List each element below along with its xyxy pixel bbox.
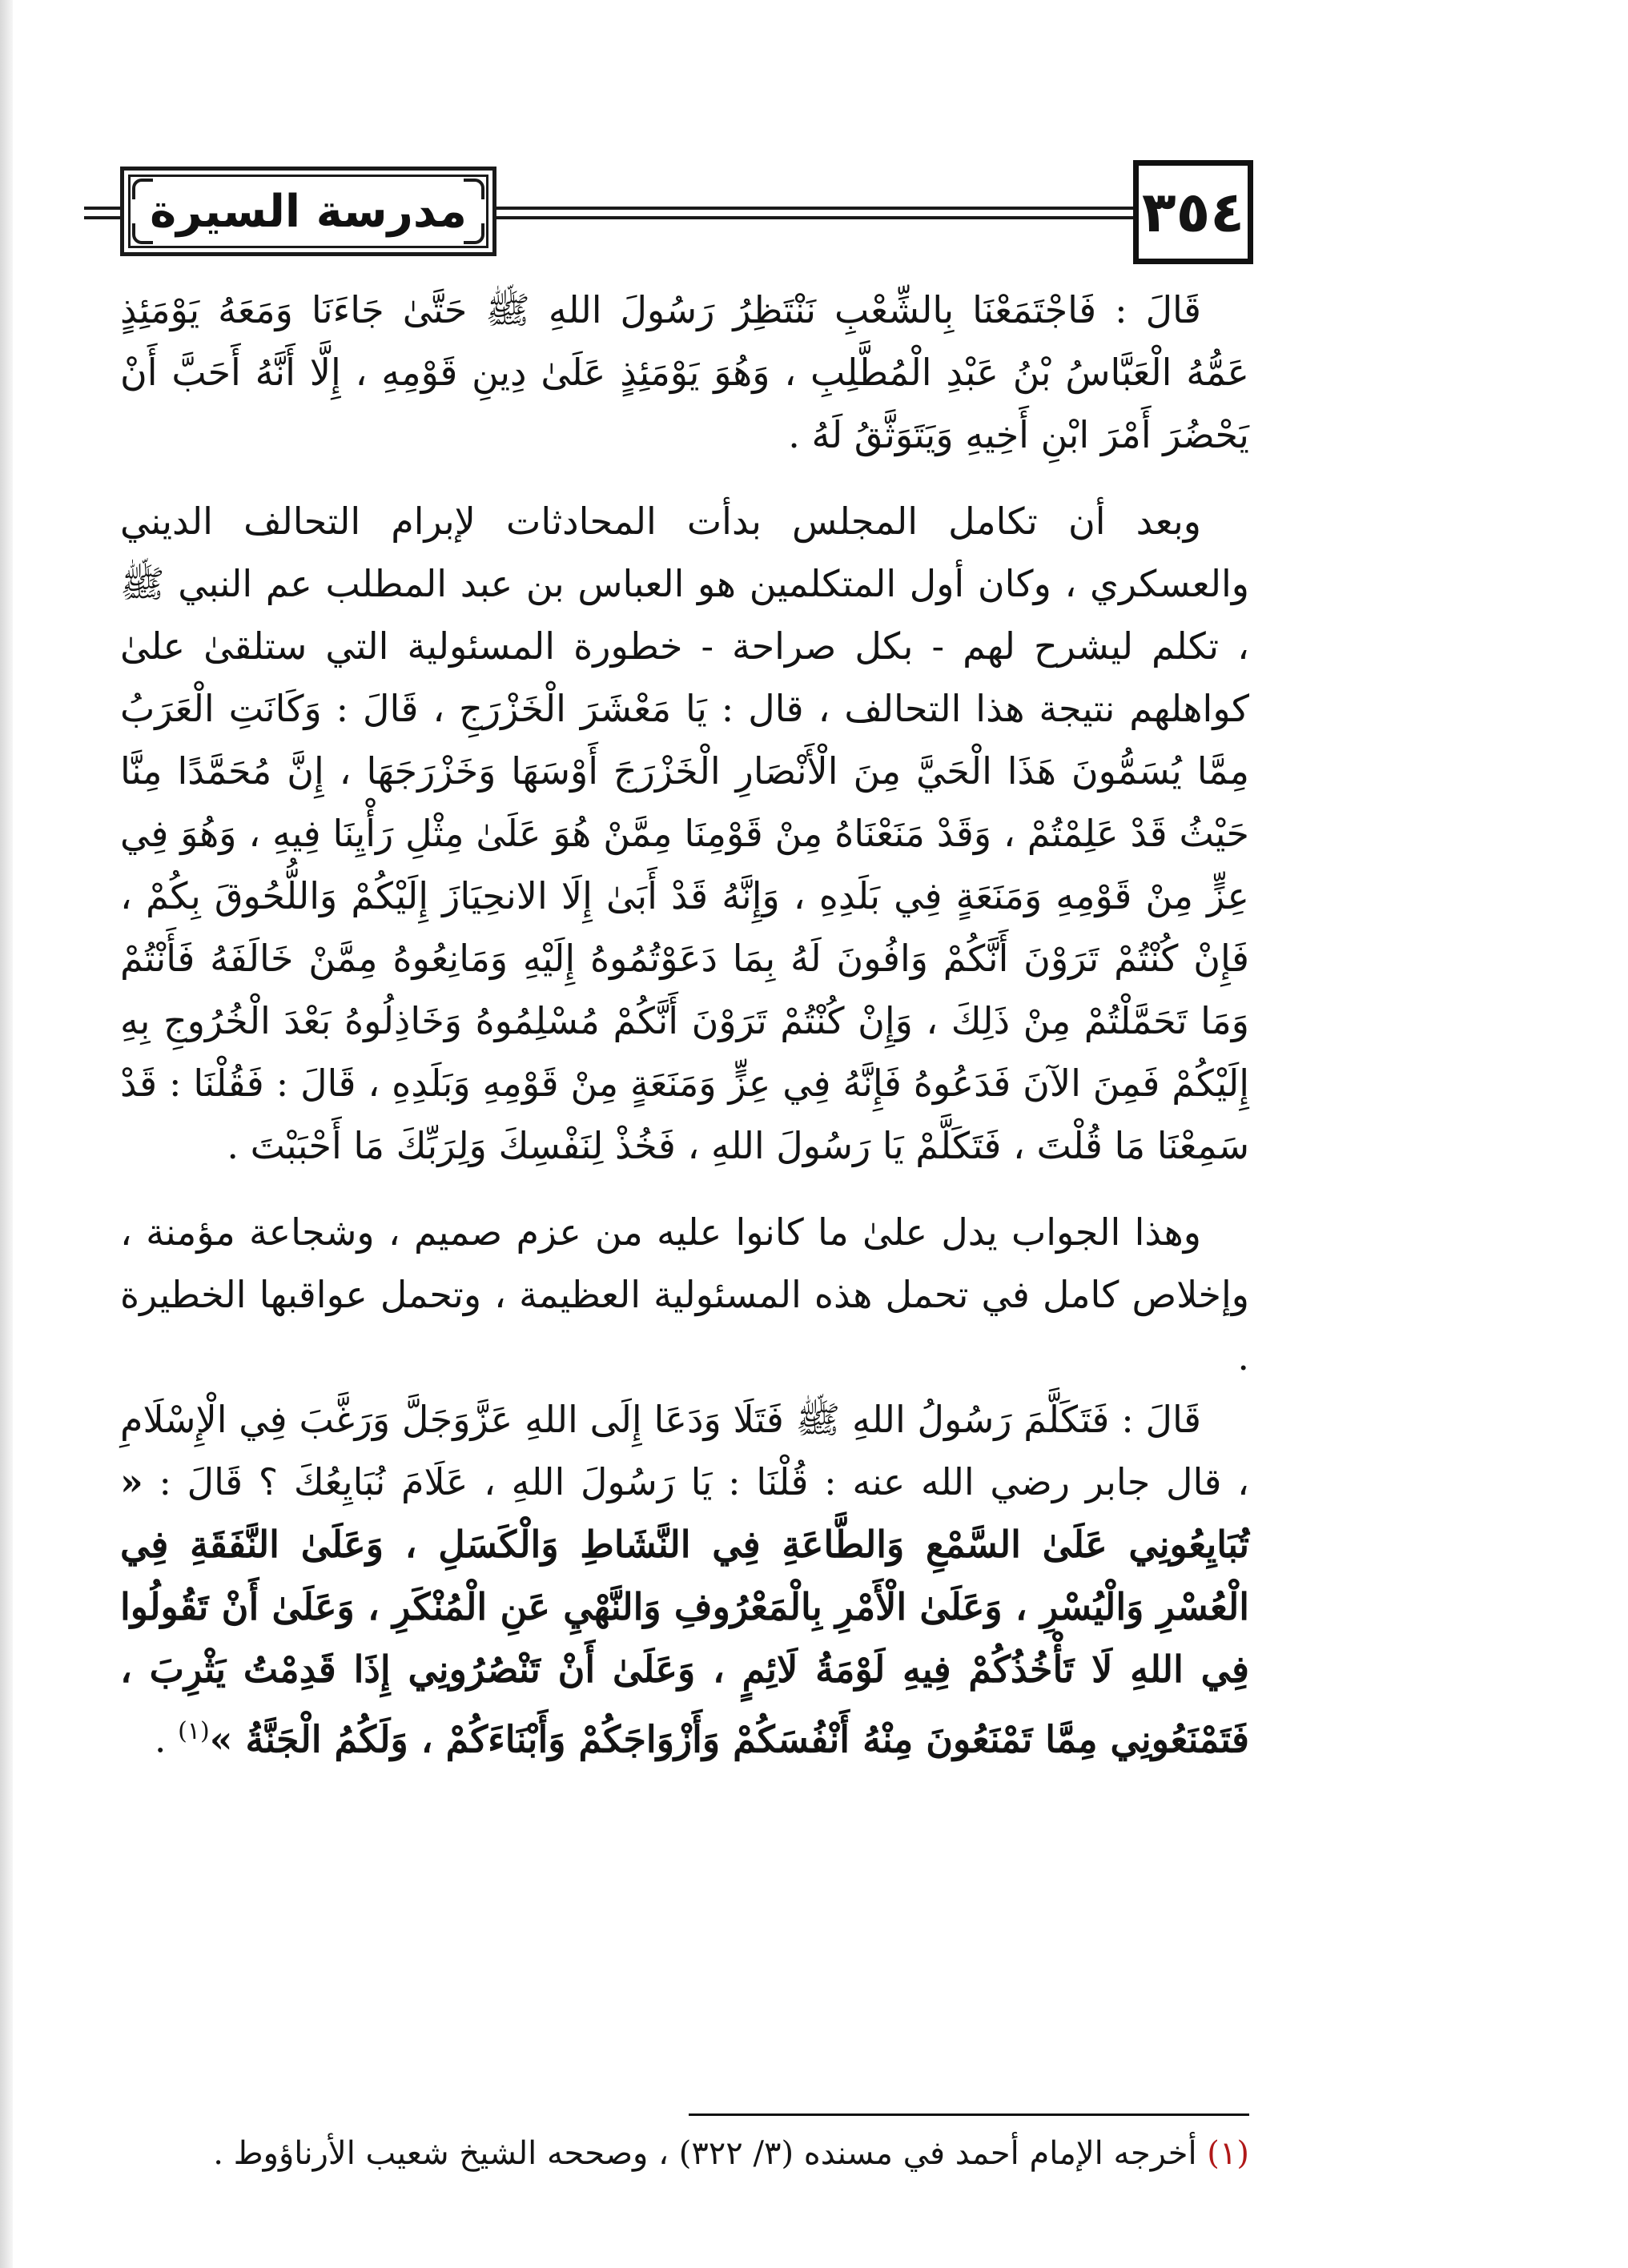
ornament-corner — [464, 223, 484, 244]
footnote-separator — [689, 2113, 1249, 2116]
paragraph-with-hadith — [120, 1388, 1249, 1770]
paragraph: وهذا الجواب يدل علىٰ ما كانوا عليه من عزم صميم ، وشجاعة مؤمنة ، وإخلاص كامل في تحمل هذه المسئولية العظيمة ، وتحمل عواقبها الخطيرة . — [120, 1210, 1249, 1379]
paragraph: وبعد أن تكامل المجلس بدأت المحادثات لإبرام التحالف الديني والعسكري ، وكان أول المتكلمين هو العباس بن عبد المطلب عم النبي ﷺ ، تكلم ليشرح لهم - بكل صراحة - خطورة المسئولية التي ستلقىٰ علىٰ كواهلهم نتيجة هذا التحالف ، قال : يَا مَعْشَرَ الْخَزْرَجِ ، قَالَ : وَكَانَتِ الْعَرَبُ مِمَّا يُسَمُّونَ هَذَا الْحَيَّ مِنَ الْأَنْصَارِ الْخَزْرَجَ أَوْسَهَا وَخَزْرَجَهَا ، إِنَّ مُحَمَّدًا مِنَّا حَيْثُ قَدْ عَلِمْتُمْ ، وَقَدْ مَنَعْنَاهُ مِنْ قَوْمِنَا مِمَّنْ هُوَ عَلَىٰ مِثْلِ رَأْيِنَا فِيهِ ، وَهُوَ فِي عِزٍّ مِنْ قَوْمِهِ وَمَنَعَةٍ فِي بَلَدِهِ ، وَإِنَّهُ قَدْ أَبَىٰ إِلَا الانحِيَازَ إِلَيْكُمْ وَاللُّحُوقَ بِكُمْ ، فَإِنْ كُنْتُمْ تَرَوْنَ أَنَّكُمْ وَافُونَ لَهُ بِمَا دَعَوْتُمُوهُ إِلَيْهِ وَمَانِعُوهُ مِمَّنْ خَالَفَهُ فَأَنْتُمْ وَمَا تَحَمَّلْتُمْ مِنْ ذَلِكَ ، وَإِنْ كُنْتُمْ تَرَوْنَ أَنَّكُمْ مُسْلِمُوهُ وَخَاذِلُوهُ بَعْدَ الْخُرُوجِ بِهِ إِلَيْكُمْ فَمِنَ الآنَ فَدَعُوهُ فَإِنَّهُ فِي عِزٍّ وَمَنَعَةٍ مِنْ قَوْمِهِ وَبَلَدِهِ ، قَالَ : فَقُلْنَا : قَدْ سَمِعْنَا مَا قُلْتَ ، فَتَكَلَّمْ يَا رَسُولَ اللهِ ، فَخُذْ لِنَفْسِكَ وَلِرَبِّكَ مَا أَحْبَبْتَ . — [120, 500, 1249, 1167]
footnote-text: أخرجه الإمام أحمد في مسنده (٣/ ٣٢٢) ، وصححه الشيخ شعيب الأرناؤوط . — [213, 2135, 1208, 2172]
book-title: مدرسة السيرة — [150, 185, 467, 238]
book-title-cartouche — [120, 167, 496, 256]
ornament-corner — [132, 223, 153, 244]
page-number: ٣٥٤ — [1141, 179, 1245, 245]
hadith-quote: « تُبَايِعُونِي عَلَىٰ السَّمْعِ وَالطَّاعَةِ فِي النَّشَاطِ وَالْكَسَلِ ، وَعَلَىٰ النَّفَقَةِ فِي الْعُسْرِ وَالْيُسْرِ ، وَعَلَىٰ الْأَمْرِ بِالْمَعْرُوفِ وَالنَّهْيِ عَنِ الْمُنْكَرِ ، وَعَلَىٰ أَنْ تَقُولُوا فِي اللهِ لَا تَأْخُذُكُمْ فِيهِ لَوْمَةُ لَائِمٍ ، وَعَلَىٰ أَنْ تَنْصُرُونِي إِذَا قَدِمْتُ يَثْرِبَ ، فَتَمْنَعُونِي مِمَّا تَمْنَعُونَ مِنْهُ أَنْفُسَكُمْ وَأَزْوَاجَكُمْ وَأَبْنَاءَكُمْ ، وَلَكُمُ الْجَنَّةُ » — [120, 1460, 1249, 1761]
footnote-reference: (١) — [178, 1717, 210, 1745]
page-header — [84, 160, 1253, 268]
paragraph-lead: قَالَ : فَتَكَلَّمَ رَسُولُ اللهِ ﷺ فَتَلَا وَدَعَا إِلَى اللهِ عَزَّوَجَلَّ وَرَغَّبَ فِي الْإِسْلَامِ ، قال جابر رضي الله عنه : قُلْنَا : يَا رَسُولَ اللهِ ، عَلَامَ نُبَايِعُكَ ؟ قَالَ : — [120, 1398, 1250, 1503]
paragraph: قَالَ : فَاجْتَمَعْنَا بِالشِّعْبِ نَنْتَظِرُ رَسُولَ اللهِ ﷺ حَتَّىٰ جَاءَنَا وَمَعَهُ يَوْمَئِذٍ عَمُّهُ الْعَبَّاسُ بْنُ عَبْدِ الْمُطَّلِبِ ، وَهُوَ يَوْمَئِذٍ عَلَىٰ دِينِ قَوْمِهِ ، إِلَّا أَنَّهُ أَحَبَّ أَنْ يَحْضُرَ أَمْرَ ابْنِ أَخِيهِ وَيَتَوَثَّقُ لَهُ . — [120, 288, 1249, 456]
ornament-corner — [464, 179, 484, 199]
ornament-corner — [132, 179, 153, 199]
body-text — [120, 279, 1249, 1770]
page-edge-shadow — [0, 0, 13, 2268]
page-number-box — [1133, 160, 1253, 264]
hadith-end: . — [154, 1717, 179, 1761]
footnote — [120, 2130, 1249, 2178]
footnote-marker: (١) — [1207, 2135, 1249, 2172]
